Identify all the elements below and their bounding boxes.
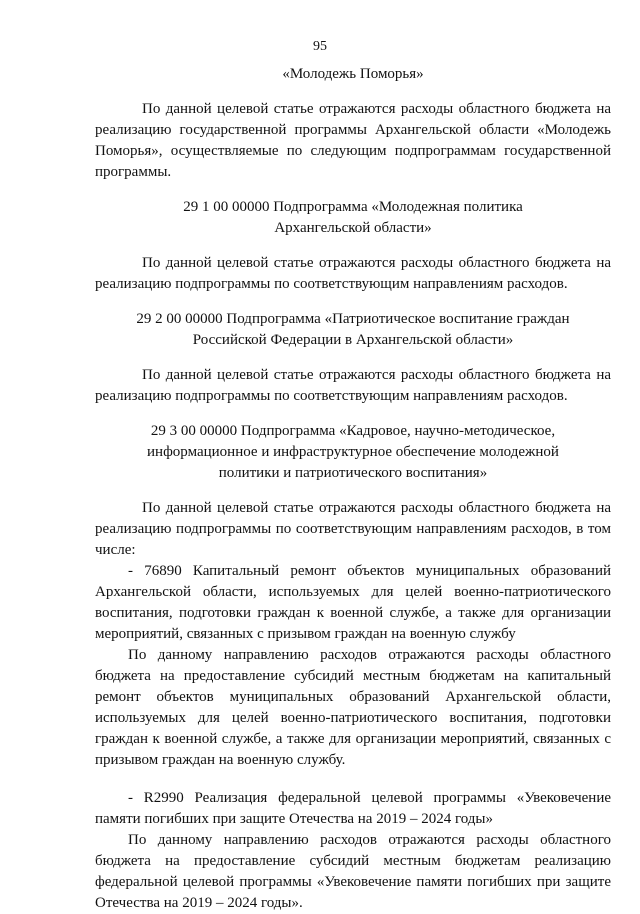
heading-line: Российской Федерации в Архангельской области» <box>192 332 514 348</box>
subprogram-2-heading <box>95 309 611 351</box>
heading-line: информационное и инфраструктурное обеспечение молодежной <box>147 444 559 460</box>
subprogram-3-heading <box>95 421 611 484</box>
intro-paragraph: По данной целевой статье отражаются расходы областного бюджета на реализацию государственной программы Архангельской области «Молодежь Поморья», осуществляемые по следующим подпрограммам государственной программы. <box>95 101 611 180</box>
heading-line: 29 1 00 00000 Подпрограмма «Молодежная политика <box>183 199 523 215</box>
expense-item-r2990-text: По данному направлению расходов отражаются расходы областного бюджета на предоставление субсидий местным бюджетам реализацию федеральной целевой программы «Увековечение памяти погибших при защите Отечества на 2019 – 2024 годы». <box>95 832 611 911</box>
subprogram-1-text: По данной целевой статье отражаются расходы областного бюджета на реализацию подпрограммы по соответствующим направлениям расходов. <box>95 255 611 292</box>
heading-line: политики и патриотического воспитания» <box>218 465 488 481</box>
expense-item-r2990-title: - R2990 Реализация федеральной целевой программы «Увековечение памяти погибших при защите Отечества на 2019 – 2024 годы» <box>95 790 611 827</box>
heading-line: 29 2 00 00000 Подпрограмма «Патриотическое воспитание граждан <box>136 311 570 327</box>
expense-item-76890-text: По данному направлению расходов отражаются расходы областного бюджета на предоставление субсидий местным бюджетам на капитальный ремонт объектов муниципальных образований Архангельской области, используемых для целей военно-патриотического воспитания, подготовки граждан к военной службе, а также для организации мероприятий, связанных с призывом граждан на военную службу. <box>95 647 611 768</box>
program-title: «Молодежь Поморья» <box>282 66 424 82</box>
subprogram-3-text: По данной целевой статье отражаются расходы областного бюджета на реализацию подпрограммы по соответствующим направлениям расходов, в том числе: <box>95 500 611 558</box>
heading-line: 29 3 00 00000 Подпрограмма «Кадровое, научно-методическое, <box>150 423 556 439</box>
subprogram-2-text: По данной целевой статье отражаются расходы областного бюджета на реализацию подпрограммы по соответствующим направлениям расходов. <box>95 367 611 404</box>
expense-item-76890-title: - 76890 Капитальный ремонт объектов муниципальных образований Архангельской области, используемых для целей военно-патриотического воспитания, подготовки граждан к военной службе, а также для организации мероприятий, связанных с призывом граждан на военную службу <box>95 563 611 642</box>
page-number: 95 <box>313 39 327 54</box>
heading-line: Архангельской области» <box>274 220 432 236</box>
page-content <box>95 64 611 914</box>
subprogram-1-heading <box>95 197 611 239</box>
